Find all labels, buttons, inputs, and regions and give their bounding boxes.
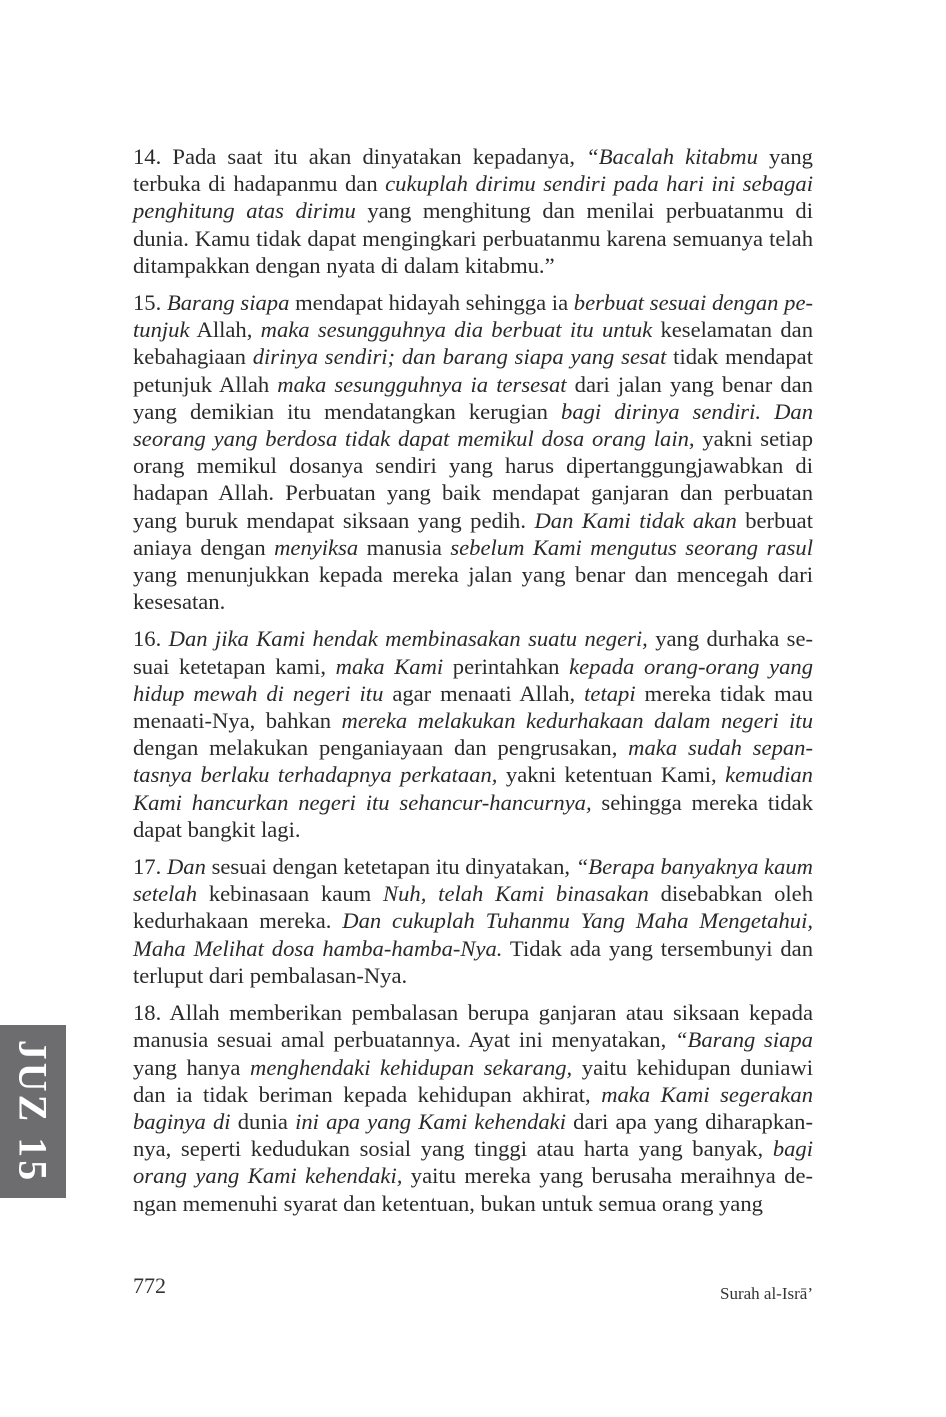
- text-segment: yang menunjukkan kepada mereka jalan yang benar dan mencegah dari kesesatan.: [133, 562, 813, 615]
- paragraph-14: [133, 143, 813, 279]
- italic-text: “Berapa banyaknya kaum setelah: [133, 854, 813, 907]
- italic-text: tetapi: [584, 680, 636, 706]
- text-segment: Allah,: [189, 317, 261, 343]
- text-segment: 18. Allah memberikan pembalasan berupa ganjaran atau siksaan kepada manusia sesuai amal perbuatannya. Ayat ini menyatakan,: [133, 1000, 813, 1053]
- text-segment: mereka tidak mau menaati-Nya, bahkan: [133, 680, 813, 734]
- text-segment: manusia: [358, 534, 451, 560]
- paragraph-16: [133, 625, 813, 843]
- text-segment: yang hanya: [133, 1054, 251, 1080]
- italic-text: Dan cukuplah Tuhanmu Yang Maha Mengetahui, Maha Melihat dosa hamba-hamba-Nya.: [133, 908, 814, 961]
- paragraph-17: [133, 853, 813, 989]
- text-segment: yaitu mereka yang berusaha meraihnya dengan memenuhi syarat dan ketentuan, bukan untuk semua orang yang: [133, 1163, 814, 1216]
- text-segment: sesuai dengan ketetapan itu dinyatakan,: [205, 854, 576, 880]
- page-number: 772: [133, 1273, 166, 1298]
- text-segment: mendapat hidayah sehingga ia: [289, 290, 574, 316]
- text-segment: berbuat aniaya dengan: [133, 507, 813, 560]
- text-segment: tidak mendapat petunjuk Allah: [133, 344, 813, 397]
- italic-text: Dan jika Kami hendak membinasakan suatu negeri,: [168, 626, 648, 652]
- italic-text: Nuh, telah Kami binasakan: [383, 881, 649, 907]
- italic-text: sebelum Kami mengutus seorang rasul: [450, 534, 813, 560]
- text-segment: 15.: [133, 290, 167, 316]
- italic-text: maka sesungguhnya dia berbuat itu untuk: [260, 317, 653, 343]
- text-segment: yakni ketentuan Kami,: [497, 762, 726, 788]
- text-segment: agar menaati Allah,: [383, 680, 585, 706]
- text-segment: 16.: [133, 626, 169, 652]
- text-segment: yang terbuka di hadapanmu dan: [133, 144, 813, 197]
- italic-text: maka sesungguhnya ia tersesat: [277, 371, 567, 397]
- text-segment: 14. Pada saat itu akan dinyatakan kepadanya,: [133, 144, 587, 169]
- italic-text: mereka melakukan kedurhakaan dalam negeri itu: [341, 708, 813, 734]
- italic-text: Dan Kami tidak akan: [534, 507, 737, 533]
- text-segment: dari jalan yang benar dan yang demikian itu mendatangkan kerugian: [133, 371, 813, 424]
- text-segment: yang durhaka sesuai ketetapan kami,: [133, 626, 814, 679]
- text-segment: kebinasaan kaum: [197, 881, 384, 907]
- juz-label: JUZ 15: [10, 1039, 56, 1184]
- text-segment: perintahkan: [443, 653, 570, 679]
- italic-text: “Bacalah kitabmu: [586, 144, 758, 169]
- text-segment: yakni setiap orang memikul dosanya sendiri yang harus dipertanggungjawabkan di hadapan Allah. Perbuatan yang baik mendapat ganjaran dan perbuatan yang buruk mendapat siksaan yang pedih.: [133, 426, 813, 533]
- text-segment: dengan melakukan penganiayaan dan pengrusakan,: [133, 735, 629, 761]
- text-segment: dari apa yang diharapkannya, seperti kedudukan sosial yang tinggi atau harta yang banyak,: [133, 1108, 813, 1162]
- body-text: [133, 143, 813, 1227]
- italic-text: menyiksa: [274, 534, 359, 560]
- italic-text: Dan: [166, 854, 206, 880]
- text-segment: dunia: [230, 1108, 296, 1134]
- italic-text: berbuat sesuai dengan petunjuk: [133, 290, 814, 343]
- italic-text: maka Kami: [335, 653, 444, 679]
- surah-name: Surah al-Isrā’: [720, 1284, 813, 1303]
- italic-text: bagi dirinya sendiri. Dan seorang yang berdosa tidak dapat memikul dosa orang lain,: [133, 398, 813, 452]
- italic-text: cukuplah dirimu sendiri pada hari ini sebagai penghitung atas dirimu: [133, 171, 813, 224]
- italic-text: menghendaki kehidupan sekarang,: [250, 1054, 573, 1080]
- text-segment: 17.: [133, 854, 167, 880]
- text-segment: yaitu kehidupan duniawi dan ia tidak beriman kepada kehidupan akhirat,: [133, 1054, 814, 1107]
- text-segment: Tidak ada yang tersembunyi dan terluput dari pembalasan-Nya.: [133, 935, 813, 988]
- italic-text: kemudian Kami hancurkan negeri itu sehancur-hancurnya,: [133, 762, 813, 815]
- text-segment: sehingga mereka tidak dapat bangkit lagi.: [133, 789, 813, 842]
- juz-tab: [0, 1025, 66, 1198]
- italic-text: maka Kami segerakan baginya di: [133, 1081, 813, 1134]
- paragraph-15: [133, 289, 813, 615]
- text-segment: disebabkan oleh kedurhakaan mereka.: [133, 881, 814, 934]
- italic-text: Barang siapa: [166, 290, 290, 316]
- italic-text: dirinya sendiri; dan barang siapa yang sesat: [252, 344, 667, 370]
- paragraph-18: [133, 999, 813, 1217]
- text-segment: keselamatan dan kebahagiaan: [133, 317, 813, 370]
- text-segment: yang menghitung dan menilai perbuatanmu di dunia. Kamu tidak dapat mengingkari perbuatanmu karena semuanya telah ditampakkan dengan nyata di dalam kitabmu.”: [133, 198, 813, 278]
- italic-text: maka sudah sepantasnya berlaku terhadapnya perkataan,: [133, 735, 813, 788]
- italic-text: “Barang siapa: [674, 1027, 813, 1053]
- italic-text: bagi orang yang Kami kehendaki,: [133, 1136, 813, 1189]
- italic-text: ini apa yang Kami kehendaki: [295, 1108, 566, 1134]
- italic-text: kepada orang-orang yang hidup mewah di negeri itu: [133, 653, 813, 706]
